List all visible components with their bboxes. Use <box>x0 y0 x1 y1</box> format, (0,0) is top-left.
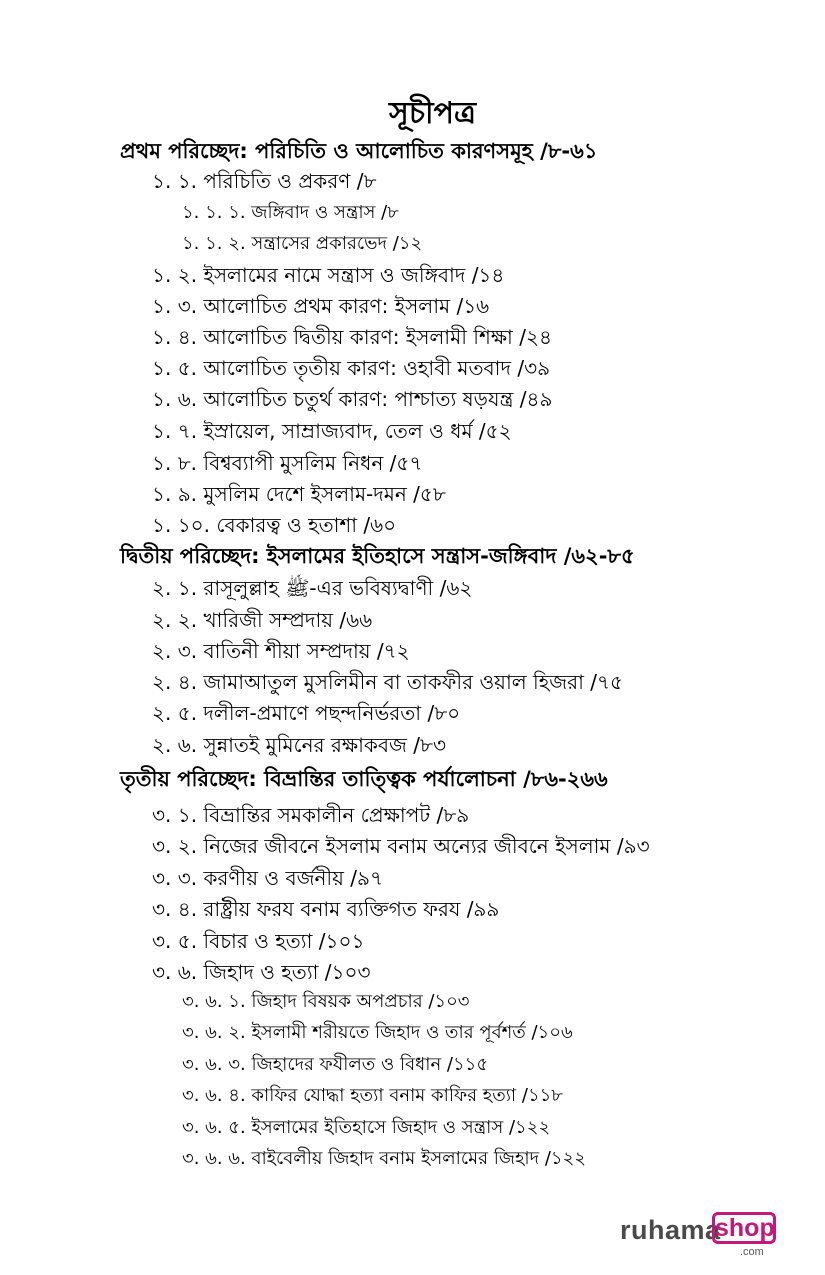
toc-entry[interactable]: ৩. ২. নিজের জীবনে ইসলাম বনাম অন্যের জীবনে ইসলাম /৯৩ <box>152 834 650 858</box>
toc-entry[interactable]: ১. ৯. মুসলিম দেশে ইসলাম-দমন /৫৮ <box>152 482 446 506</box>
toc-entry[interactable]: ২. ৫. দলীল-প্রমাণে পছন্দনির্ভরতা /৮০ <box>152 701 461 725</box>
toc-entry[interactable]: ১. ৭. ইস্রায়েল, সাম্রাজ্যবাদ, তেল ও ধর্ম /৫২ <box>152 419 512 443</box>
logo-domain-suffix: .com <box>740 1246 764 1258</box>
toc-subentry[interactable]: ৩. ৬. ৪. কাফির যোদ্ধা হত্যা বনাম কাফির হত্যা /১১৮ <box>182 1085 563 1106</box>
toc-subentry[interactable]: ৩. ৬. ৫. ইসলামের ইতিহাসে জিহাদ ও সন্ত্রাস /১২২ <box>182 1117 551 1138</box>
toc-entry[interactable]: ২. ৩. বাতিনী শীয়া সম্প্রদায় /৭২ <box>152 639 410 663</box>
toc-entry[interactable]: ১. ৫. আলোচিত তৃতীয় কারণ: ওহাবী মতবাদ /৩৯ <box>152 356 551 380</box>
toc-entry[interactable]: ১. ৮. বিশ্বব্যাপী মুসলিম নিধন /৫৭ <box>152 451 423 475</box>
chapter-heading[interactable]: প্রথম পরিচ্ছেদ: পরিচিতি ও আলোচিত কারণসমূহ /৮-৬১ <box>120 139 598 163</box>
chapter-heading[interactable]: তৃতীয় পরিচ্ছেদ: বিভ্রান্তির তাত্ত্বিক পর্যালোচনা /৮৬-২৬৬ <box>120 767 608 791</box>
toc-entry[interactable]: ২. ২. খারিজী সম্প্রদায় /৬৬ <box>152 608 373 632</box>
toc-entry[interactable]: ৩. ৬. জিহাদ ও হত্যা /১০৩ <box>152 960 371 984</box>
toc-entry[interactable]: ৩. ৩. করণীয় ও বর্জনীয় /৯৭ <box>152 866 384 890</box>
toc-entry[interactable]: ৩. ৫. বিচার ও হত্যা /১০১ <box>152 929 365 953</box>
toc-entry[interactable]: ১. ৬. আলোচিত চতুর্থ কারণ: পাশ্চাত্য ষড়যন্ত্র /৪৯ <box>152 387 553 411</box>
toc-entry[interactable]: ২. ১. রাসূলুল্লাহ ﷺ-এর ভবিষ্যদ্বাণী /৬২ <box>152 576 473 600</box>
toc-entry[interactable]: ১. ৪. আলোচিত দ্বিতীয় কারণ: ইসলামী শিক্ষা /২৪ <box>152 325 552 349</box>
toc-entry[interactable]: ১. ২. ইসলামের নামে সন্ত্রাস ও জঙ্গিবাদ /১৪ <box>152 263 505 287</box>
toc-subentry[interactable]: ১. ১. ২. সন্ত্রাসের প্রকারভেদ /১২ <box>182 233 423 254</box>
ruhamashop-logo[interactable] <box>620 1211 780 1261</box>
toc-entry[interactable]: ২. ৪. জামাআতুল মুসলিমীন বা তাকফীর ওয়াল হিজরা /৭৫ <box>152 670 624 694</box>
toc-subentry[interactable]: ৩. ৬. ৬. বাইবেলীয় জিহাদ বনাম ইসলামের জিহাদ /১২২ <box>182 1148 586 1169</box>
toc-entry[interactable]: ৩. ১. বিভ্রান্তির সমকালীন প্রেক্ষাপট /৮৯ <box>152 803 470 827</box>
toc-entry[interactable]: ১. ১০. বেকারত্ব ও হতাশা /৬০ <box>152 513 397 537</box>
logo-shop-badge: shop <box>712 1212 776 1244</box>
toc-subentry[interactable]: ৩. ৬. ১. জিহাদ বিষয়ক অপপ্রচার /১০৩ <box>182 991 470 1012</box>
logo-wordmark: ruhama <box>620 1215 721 1245</box>
toc-subentry[interactable]: ৩. ৬. ৩. জিহাদের ফযীলত ও বিধান /১১৫ <box>182 1054 489 1075</box>
toc-subentry[interactable]: ১. ১. ১. জঙ্গিবাদ ও সন্ত্রাস /৮ <box>182 202 399 223</box>
toc-entry[interactable]: ১. ১. পরিচিতি ও প্রকরণ /৮ <box>152 169 377 193</box>
chapter-heading[interactable]: দ্বিতীয় পরিচ্ছেদ: ইসলামের ইতিহাসে সন্ত্রাস-জঙ্গিবাদ /৬২-৮৫ <box>120 544 635 568</box>
toc-entry[interactable]: ১. ৩. আলোচিত প্রথম কারণ: ইসলাম /১৬ <box>152 294 490 318</box>
toc-entry[interactable]: ২. ৬. সুন্নাতই মুমিনের রক্ষাকবজ /৮৩ <box>152 733 446 757</box>
toc-entry[interactable]: ৩. ৪. রাষ্ট্রীয় ফরয বনাম ব্যক্তিগত ফরয /৯৯ <box>152 897 500 921</box>
page-title: সূচীপত্র <box>389 96 476 131</box>
toc-subentry[interactable]: ৩. ৬. ২. ইসলামী শরীয়তে জিহাদ ও তার পূর্বশর্ত /১০৬ <box>182 1022 573 1043</box>
